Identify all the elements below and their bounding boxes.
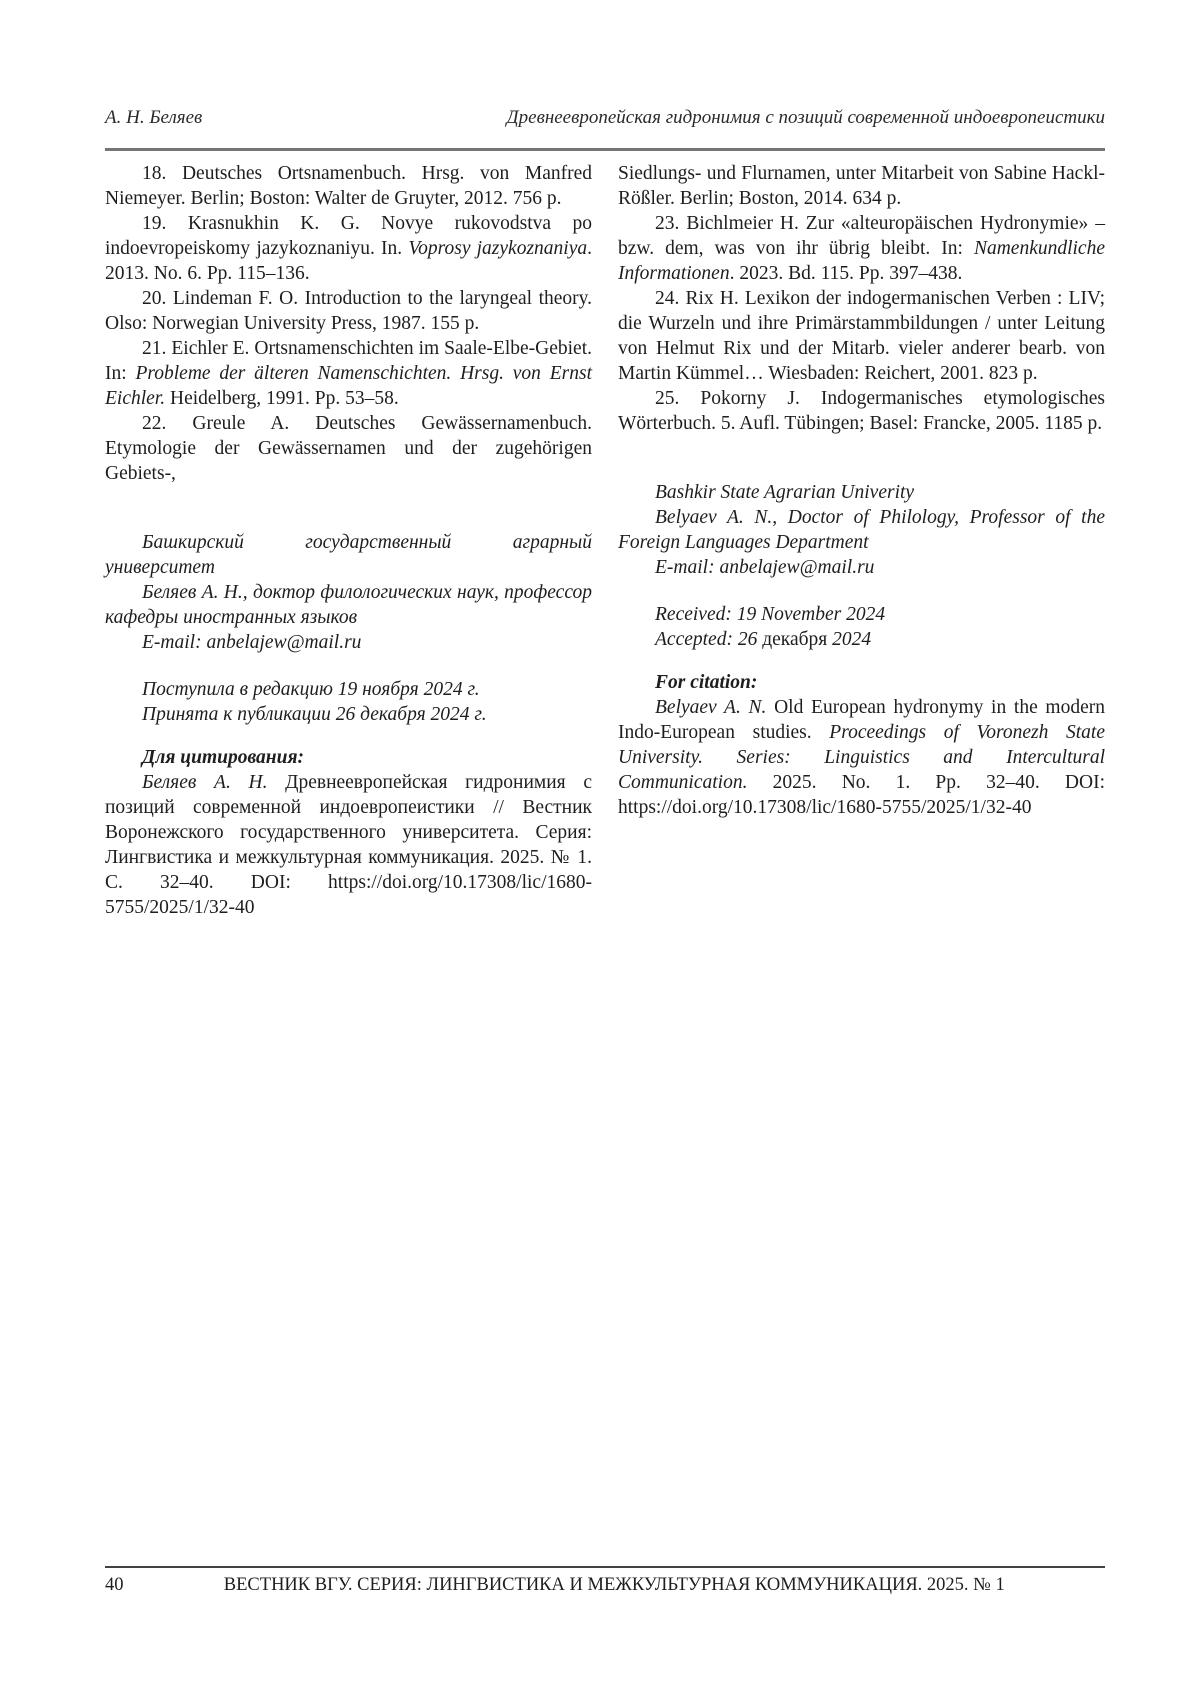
received-line-en: Received: 19 November 2024 [655,604,886,625]
page-number: 40 [105,1575,124,1595]
citation-body-en: Belyaev A. N. Old European hydronymy in the modern Indo-European studies. Proceedings of Voronezh State University. Series: Linguistics and Intercultural Communication. 2025. No. 1. Pp. 32–40. DOI: https://doi.org/10.17308/lic/1680-5755/2025/1/32-40 [618,697,1106,818]
reference-item-22-continued: Siedlungs- und Flurnamen, unter Mitarbeit von Sabine Hackl-Rößler. Berlin; Boston, 2014. 634 p. [618,163,1105,209]
accepted-line-ru: Принята к публикации 26 декабря 2024 г. [142,704,487,725]
two-column-body [105,161,1105,920]
received-line-ru: Поступила в редакцию 19 ноября 2024 г. [142,679,480,700]
running-header-title: Древнеевропейская гидронимия с позиций современной индоевропеистики [506,107,1105,128]
reference-item-22: 22. Greule A. Deutsches Gewässernamenbuch. Etymologie der Gewässernamen und der zugehörigen Gebiets-, [105,413,592,484]
header-rule [105,148,1105,151]
reference-item-21: 21. Eichler E. Ortsnamenschichten im Saale-Elbe-Gebiet. In: Probleme der älteren Namenschichten. Hrsg. von Ernst Eichler. Heidelberg, 1991. Pp. 53–58. [105,338,592,409]
spacer [105,727,592,745]
affiliation-author-ru: Беляев А. Н., доктор филологических наук, профессор кафедры иностранных языков [105,582,592,628]
reference-item-23: 23. Bichlmeier H. Zur «alteuropäischen Hydronymie» – bzw. dem, was von ihr übrig bleibt. In: Namenkundliche Informationen. 2023. Bd. 115. Pp. 397–438. [618,213,1105,284]
running-header [105,107,1105,129]
affiliation-email-en: E-mail: anbelajew@mail.ru [655,557,875,578]
reference-item-25: 25. Pokorny J. Indogermanisches etymologisches Wörterbuch. 5. Aufl. Tübingen; Basel: Francke, 2005. 1185 p. [618,388,1105,434]
reference-item-18: 18. Deutsches Ortsnamenbuch. Hrsg. von Manfred Niemeyer. Berlin; Boston: Walter de Gruyter, 2012. 756 p. [105,163,592,209]
spacer [618,436,1105,480]
spacer [105,655,592,677]
citation-body-ru: Беляев А. Н. Древнеевропейская гидронимия с позиций современной индоевропеистики // Вестник Воронежского государственного университета. Серия: Лингвистика и межкультурная коммуникация. 2025. № 1. С. 32–40. DOI: https://doi.org/10.17308/lic/1680-5755/2025/1/32-40 [105,772,592,918]
citation-heading-en: For citation: [655,672,758,693]
footer-rule [105,1566,1105,1568]
affiliation-institution-ru: Башкирский государственный аграрный университет [105,532,592,578]
running-header-author: А. Н. Беляев [105,107,203,128]
affiliation-institution-en: Bashkir State Agrarian Univerity [655,482,915,503]
left-column [105,161,592,920]
running-footer [105,1573,1105,1598]
spacer [618,580,1105,602]
spacer [618,652,1105,670]
affiliation-email-ru: E-mail: anbelajew@mail.ru [142,632,362,653]
reference-item-20: 20. Lindeman F. O. Introduction to the laryngeal theory. Olso: Norwegian University Press, 1987. 155 p. [105,288,592,334]
spacer [105,486,592,530]
accepted-line-en: Accepted: 26 декабря 2024 [655,629,872,650]
affiliation-author-en: Belyaev A. N., Doctor of Philology, Professor of the Foreign Languages Department [618,507,1105,553]
citation-heading-ru: Для цитирования: [142,747,304,768]
journal-title-line: ВЕСТНИК ВГУ. СЕРИЯ: ЛИНГВИСТИКА И МЕЖКУЛЬТУРНАЯ КОММУНИКАЦИЯ. 2025. № 1 [223,1575,1005,1595]
reference-item-24: 24. Rix H. Lexikon der indogermanischen Verben : LIV; die Wurzeln und ihre Primärstammbildungen / unter Leitung von Helmut Rix und der Mitarb. vieler anderer bearb. von Martin Kümmel… Wiesbaden: Reichert, 2001. 823 p. [618,288,1105,384]
right-column [618,161,1105,920]
reference-item-19: 19. Krasnukhin K. G. Novye rukovodstva po indoevropeiskomy jazykoznaniyu. In. Voprosy jazykoznaniya. 2013. No. 6. Pp. 115–136. [105,213,592,284]
